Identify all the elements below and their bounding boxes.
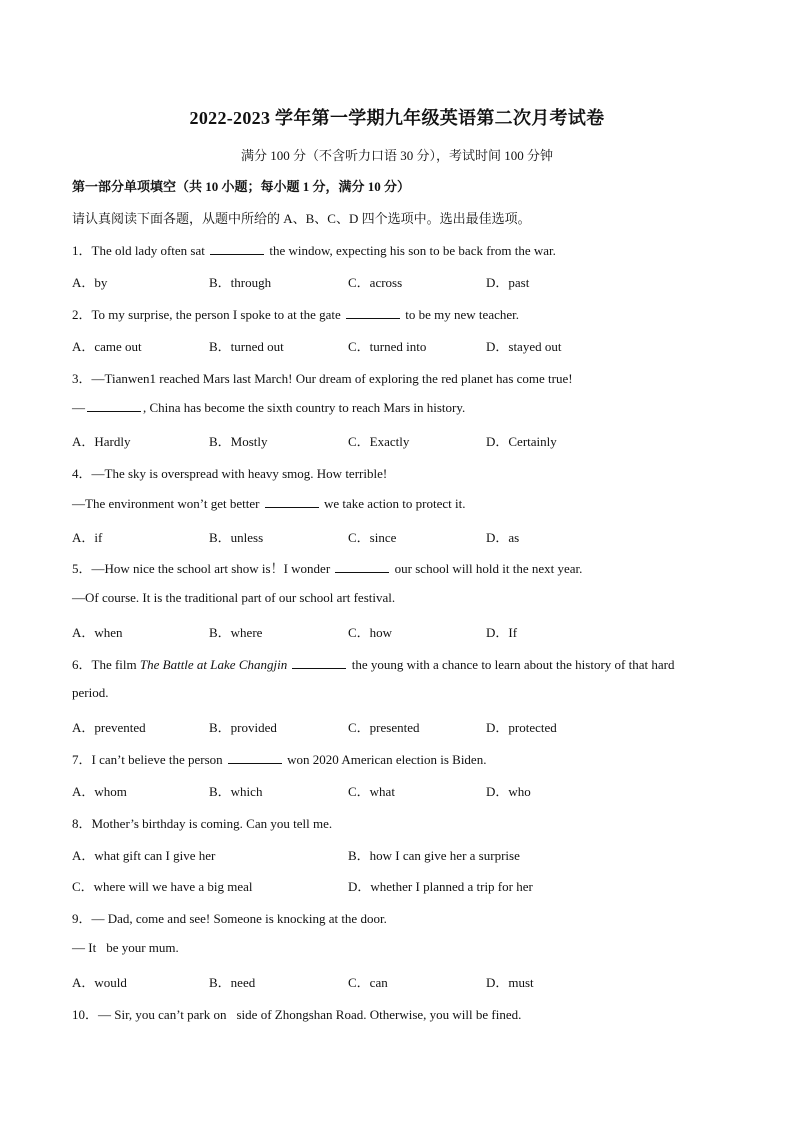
question-1-stem [72,240,556,259]
section-heading: 第一部分单项填空（共 10 小题；每小题 1 分，满分 10 分） [72,179,411,194]
stem-text: — [72,400,85,415]
answer-blank [335,560,389,573]
question-5-stem [72,558,582,577]
option-d: D．as [486,530,520,545]
option-c: C．where will we have a big meal [72,879,253,894]
answer-blank [346,306,400,319]
question-10-stem [72,1004,521,1023]
option-b: B．how I can give her a surprise [348,848,520,863]
stem-text: won 2020 American election is Biden. [287,752,487,767]
stem-text: 7．I can’t believe the person [72,752,223,767]
option-c: C．Exactly [348,434,410,449]
question-9-reply [72,940,179,956]
option-a: A．would [72,975,127,990]
option-a: A．prevented [72,720,146,735]
stem-text: our school will hold it the next year. [394,561,583,576]
question-9-stem: 9．— Dad, come and see! Someone is knocking at the door. [72,911,387,926]
exam-subtitle: 满分 100 分（不含听力口语 30 分），考试时间 100 分钟 [240,148,553,163]
question-3-stem: 3．—Tianwen1 reached Mars last March! Our dream of exploring the red planet has come true! [72,371,573,386]
answer-blank [210,242,264,255]
question-4-reply [72,495,466,512]
option-c: C．across [348,275,403,290]
section-instruction: 请认真阅读下面各题，从题中所给的 A、B、C、D 四个选项中。选出最佳选项。 [72,211,531,226]
option-c: C．since [348,530,397,545]
option-a: A．what gift can I give her [72,848,216,863]
answer-blank [228,751,282,764]
option-b: B．unless [209,530,264,545]
stem-text: , China has become the sixth country to reach Mars in history. [143,400,466,415]
option-d: D．protected [486,720,557,735]
option-b: B．through [209,275,272,290]
option-b: B．provided [209,720,277,735]
option-c: C．what [348,784,395,799]
option-b: B．need [209,975,256,990]
option-c: C．presented [348,720,420,735]
option-d: D．Certainly [486,434,557,449]
option-d: D．whether I planned a trip for her [348,879,533,894]
stem-text: 2．To my surprise, the person I spoke to at the gate [72,307,341,322]
stem-text: 10．— Sir, you can’t park on [72,1007,227,1022]
stem-text: to be my new teacher. [405,307,519,322]
option-d: D．If [486,625,518,640]
option-a: A．whom [72,784,127,799]
question-2-stem [72,304,519,323]
answer-blank [265,495,319,508]
option-b: B．Mostly [209,434,268,449]
option-a: A．if [72,530,103,545]
option-a: A．Hardly [72,434,131,449]
option-b: B．where [209,625,263,640]
option-a: A．by [72,275,108,290]
stem-text: we take action to protect it. [323,496,466,511]
question-3-reply [72,399,465,416]
answer-blank [292,656,346,669]
option-a: A．when [72,625,123,640]
question-5-reply: —Of course. It is the traditional part of our school art festival. [72,590,396,605]
option-b: B．turned out [209,339,284,354]
option-c: C．how [348,625,393,640]
stem-text: 5．—How nice the school art show is！I wonder [72,561,331,576]
stem-text: be your mum. [106,940,179,955]
question-8-stem: 8．Mother’s birthday is coming. Can you tell me. [72,816,333,831]
question-7-stem [72,749,486,768]
film-title: The Battle at Lake Changjin [139,657,288,672]
question-4-stem: 4．—The sky is overspread with heavy smog. How terrible! [72,466,388,481]
answer-blank [87,399,141,412]
option-d: D．stayed out [486,339,562,354]
question-6-continuation: period. [72,685,109,700]
option-d: D．past [486,275,530,290]
option-d: D．who [486,784,531,799]
stem-text: — It [72,940,97,955]
stem-text: —The environment won’t get better [72,496,260,511]
option-c: C．turned into [348,339,427,354]
question-6-stem [72,654,674,673]
exam-title: 2022-2023 学年第一学期九年级英语第二次月考试卷 [189,108,605,128]
option-d: D．must [486,975,534,990]
stem-text: 1．The old lady often sat [72,243,205,258]
option-c: C．can [348,975,388,990]
stem-text: the window, expecting his son to be back from the war. [269,243,556,258]
option-b: B．which [209,784,263,799]
stem-text: the young with a chance to learn about the history of that hard [351,657,675,672]
stem-text: 6．The film [72,657,137,672]
stem-text: side of Zhongshan Road. Otherwise, you will be fined. [236,1007,522,1022]
option-a: A．came out [72,339,142,354]
